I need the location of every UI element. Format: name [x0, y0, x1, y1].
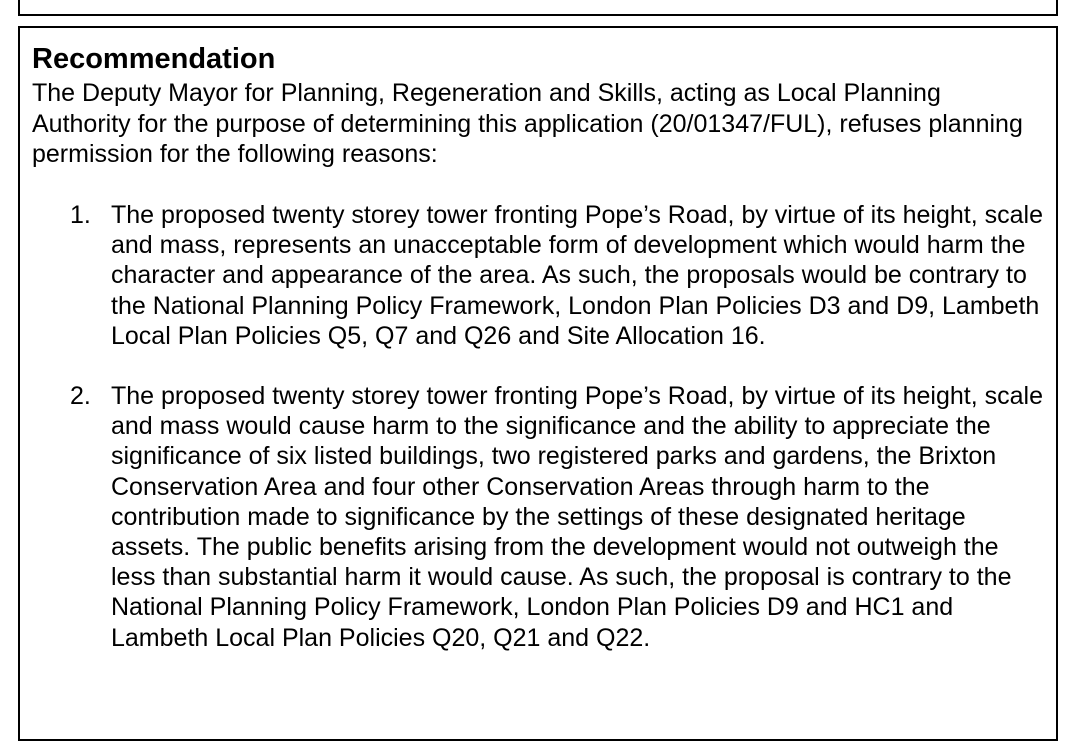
recommendation-box	[18, 26, 1058, 741]
reason-item	[20, 200, 1056, 351]
previous-section-box	[18, 0, 1058, 16]
reason-number: 2.	[70, 382, 91, 411]
reason-item	[20, 381, 1056, 653]
reasons-list	[20, 200, 1056, 683]
intro-paragraph: The Deputy Mayor for Planning, Regeneration and Skills, acting as Local Planning Authority for the purpose of determining this application (20/01347/FUL), refuses planning permission for the following reasons:	[32, 79, 1023, 168]
reason-text: The proposed twenty storey tower fronting Pope’s Road, by virtue of its height, scale and mass, represents an unacceptable form of development which would harm the character and appearance of the area. As such, the proposals would be contrary to the National Planning Policy Framework, London Plan Policies D3 and D9, Lambeth Local Plan Policies Q5, Q7 and Q26 and Site Allocation 16.	[111, 201, 1043, 350]
section-heading: Recommendation	[32, 43, 276, 75]
reason-text: The proposed twenty storey tower fronting Pope’s Road, by virtue of its height, scale and mass would cause harm to the significance and the ability to appreciate the significance of six listed buildings, two registered parks and gardens, the Brixton Conservation Area and four other Conservation Areas through harm to the contribution made to significance by the settings of these designated heritage assets. The public benefits arising from the development would not outweigh the less than substantial harm it would cause. As such, the proposal is contrary to the National Planning Policy Framework, London Plan Policies D9 and HC1 and Lambeth Local Plan Policies Q20, Q21 and Q22.	[111, 382, 1043, 652]
reason-number: 1.	[70, 201, 91, 229]
